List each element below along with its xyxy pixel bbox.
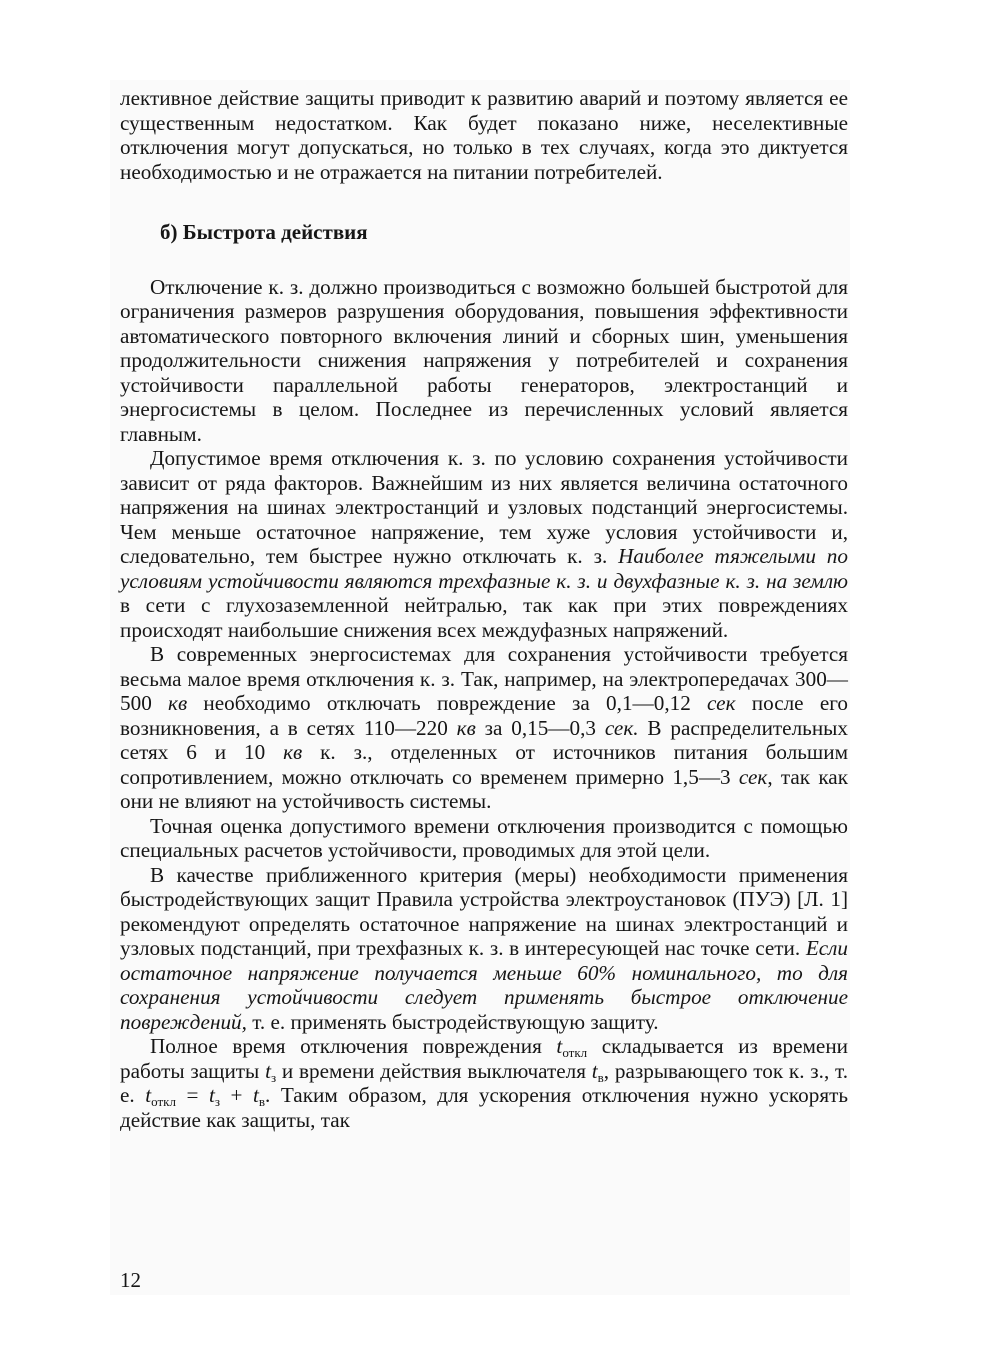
subscript-otkl: откл — [151, 1094, 176, 1109]
text: за 0,15—0,3 — [475, 715, 605, 740]
paragraph-exact-estimate: Точная оценка допустимого времени отключения производится с помощью специальных расчетов устойчивости, проводимых для этой цели. — [120, 813, 848, 862]
unit-sec: сек. — [604, 715, 639, 740]
unit-kv: кв — [456, 715, 476, 740]
text: В качестве приближенного критерия (меры) необходимости применения быстродействующих защит Правила устройства электроустановок (ПУЭ) [Л. 1] рекомендуют определять остаточное напряжение на шинах электростанций и узловых подстанций, при трехфазных к. з. в интересующей нас точке сети. — [120, 862, 848, 960]
paragraph-allowed-time — [120, 446, 848, 642]
page-number: 12 — [120, 1268, 141, 1292]
text: после его возникновения, а в сетях 110—220 — [120, 691, 848, 740]
symbol-t: t — [208, 1083, 215, 1107]
unit-sec: сек — [738, 764, 768, 789]
section-heading: б) Быстрота действия — [160, 220, 368, 244]
text: . Таким образом, для ускорения отключения нужно ускорять действие как защиты, так — [120, 1083, 848, 1132]
text: необходимо отключать повреждение за 0,1—0,12 — [187, 691, 708, 715]
italic-emphasis: Если остаточное напряжение получается меньше 60% номинального, то для сохранения устойчивости следует применять быстрое отключение повреждений, — [120, 936, 848, 1034]
subscript-otkl: откл — [562, 1045, 588, 1060]
text: Полное время отключения повреждения — [150, 1034, 557, 1058]
subscript-z: з — [270, 1069, 277, 1085]
equals-sign: = — [175, 1083, 209, 1107]
text: , разрывающего ток к. з., т. е. — [120, 1058, 848, 1107]
paragraph-pue-criterion — [120, 863, 848, 1035]
symbol-t: t — [591, 1058, 598, 1083]
text: Допустимое время отключения к. з. по условию сохранения устойчивости зависит от ряда факторов. Важнейшим из них является величина остаточного напряжения на шинах электростанций и узловых подстанций энергосистемы. Чем меньше остаточное напряжение, тем хуже условия устойчивости и, следовательно, тем быстрее нужно отключать к. з. — [120, 446, 848, 568]
subscript-z: з — [214, 1094, 220, 1109]
symbol-t: t — [265, 1058, 271, 1083]
text: , так как они не влияют на устойчивость системы. — [120, 764, 848, 813]
symbol-t: t — [556, 1034, 563, 1058]
paragraph-modern-systems — [120, 642, 848, 814]
text: в сети с глухозаземленной нейтралью, так как при этих повреждениях происходят наибольшие снижения всех междуфазных напряжений. — [120, 593, 848, 642]
paragraph-speed-reasons: Отключение к. з. должно производиться с возможно большей быстротой для ограничения размеров разрушения оборудования, повышения эффективности автоматического повторного включения линий и сборных шин, уменьшения продолжительности снижения напряжения у потребителей и сохранения устойчивости параллельной работы генераторов, электростанций и энергосистемы в целом. Последнее из перечисленных условий является главным. — [120, 274, 848, 446]
paragraph-total-time — [120, 1034, 848, 1132]
text: и времени действия выключателя — [276, 1058, 592, 1083]
page-body — [120, 86, 848, 1132]
text: т. е. применять быстродействующую защиту. — [246, 1009, 659, 1034]
symbol-t: t — [145, 1083, 152, 1107]
subscript-v: в — [597, 1069, 604, 1085]
symbol-t: t — [253, 1083, 259, 1107]
unit-sec: сек — [707, 691, 736, 715]
text: складывается из времени работы защиты — [120, 1034, 848, 1083]
unit-kv: кв — [283, 740, 303, 764]
text: В современных энергосистемах для сохранения устойчивости требуется весьма малое время отключения к. з. Так, например, на электропередачах 300—500 — [120, 642, 848, 715]
continuation-paragraph: лективное действие защиты приводит к развитию аварий и поэтому является ее существенным недостатком. Как будет показано ниже, неселективные отключения могут допускаться, но только в тех случаях, когда это диктуется необходимостью и не отражается на питании потребителей. — [120, 86, 848, 184]
plus-sign: + — [220, 1083, 254, 1107]
text: к. з., отделенных от источников питания большим сопротивлением, можно отключать со временем примерно 1,5—3 — [120, 740, 848, 789]
italic-emphasis: Наиболее тяжелыми по условиям устойчивости являются трехфазные к. з. и двухфазные к. з. на землю — [120, 544, 848, 593]
text: В распределительных сетях 6 и 10 — [120, 715, 848, 764]
subscript-v: в — [258, 1094, 266, 1109]
unit-kv: кв — [168, 691, 188, 715]
